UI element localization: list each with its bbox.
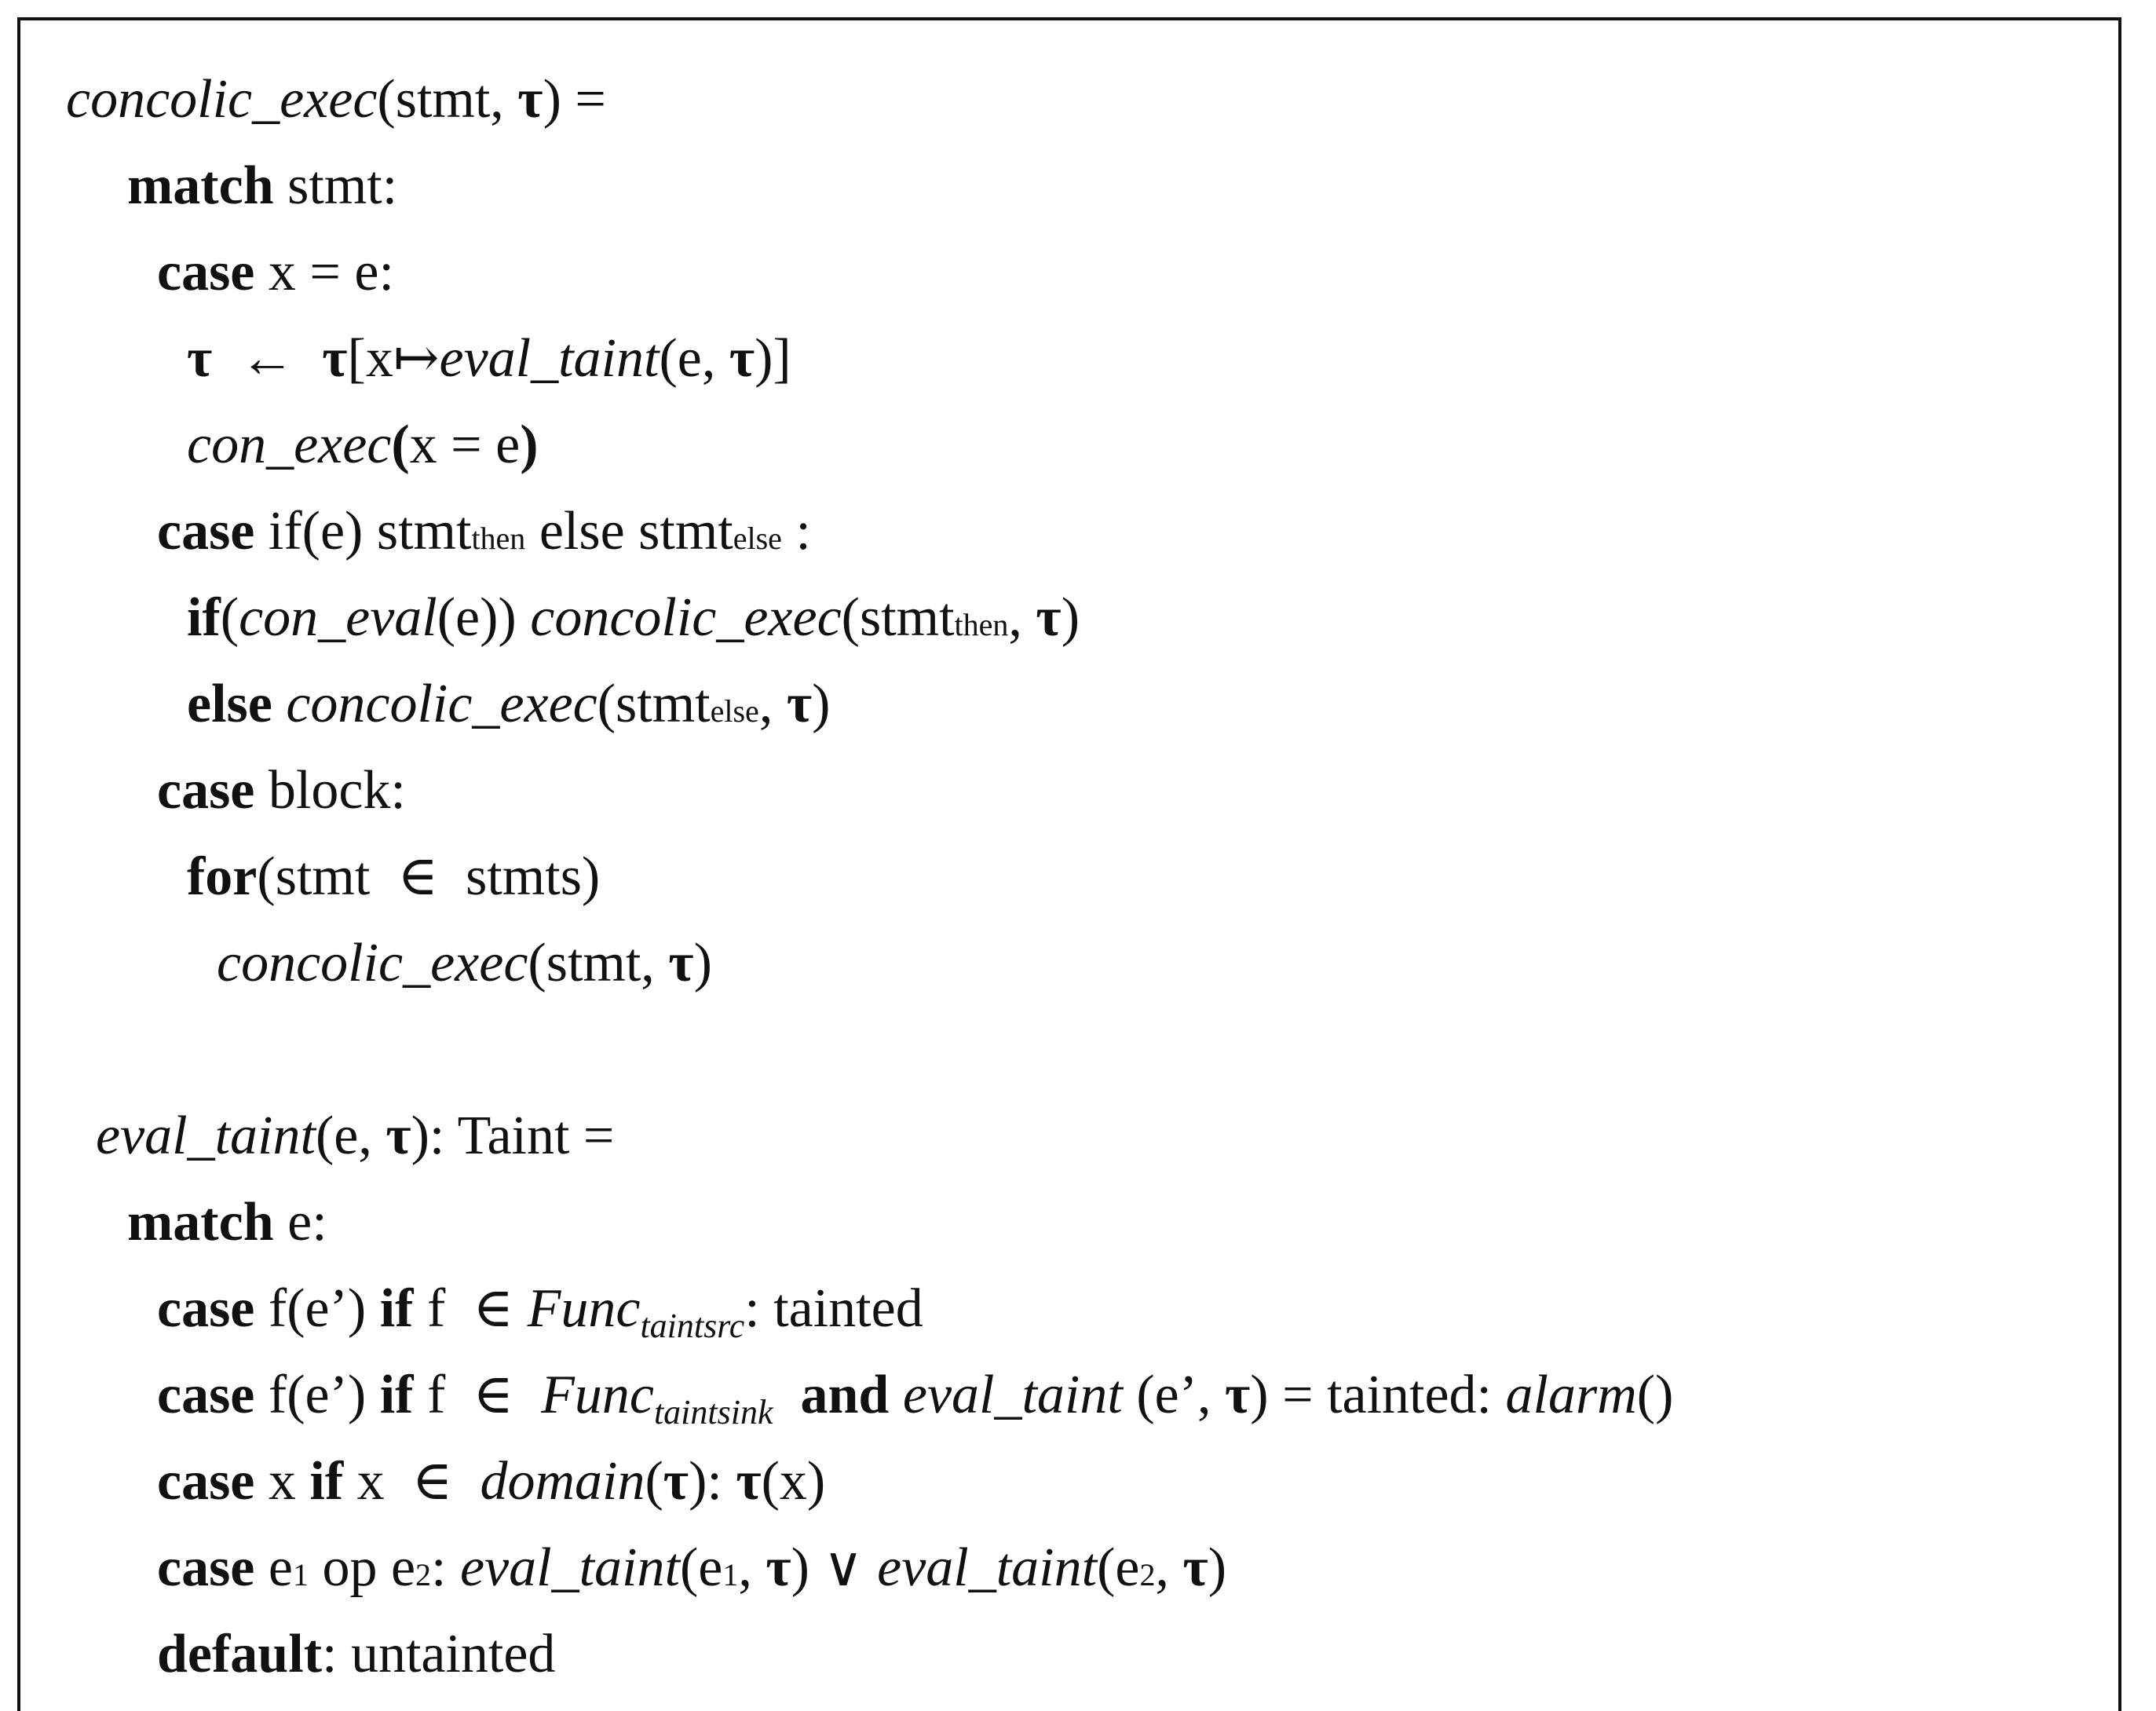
code-token: ): Taint = (411, 1106, 615, 1166)
code-token: (stmt (597, 674, 711, 734)
code-line (187, 846, 601, 907)
code-line (157, 1365, 1674, 1431)
code-token: and (800, 1365, 890, 1425)
code-token: eval_taint (439, 328, 660, 389)
code-token: ) (812, 674, 831, 734)
code-token: taintsink (653, 1393, 773, 1431)
code-token: else (710, 693, 759, 729)
code-token: x (254, 1451, 310, 1512)
code-token: domain (480, 1451, 645, 1512)
code-token: τ (786, 674, 813, 734)
code-token: 1 (292, 1557, 309, 1592)
code-line (187, 674, 831, 734)
code-token: (e (679, 1537, 723, 1598)
code-token: else (733, 521, 782, 556)
code-token: f ∈ (413, 1365, 542, 1425)
code-token: case (157, 242, 255, 302)
code-token: ) (520, 415, 539, 475)
code-token: ) = (543, 69, 606, 130)
code-token: con_eval (239, 587, 437, 648)
code-token: τ (668, 933, 694, 993)
code-token: 2 (1139, 1557, 1156, 1592)
code-token: ): (689, 1451, 736, 1512)
code-token: concolic_exec (217, 933, 528, 993)
code-token: ) = tainted: (1250, 1365, 1506, 1425)
code-token: (e)) (437, 587, 531, 648)
code-token: else (187, 674, 272, 734)
code-token: , (1155, 1537, 1183, 1598)
code-token: f(e’) (254, 1365, 380, 1425)
code-token: ( (391, 415, 410, 475)
code-token: Func (541, 1365, 654, 1425)
code-token: then (471, 521, 526, 556)
code-line (157, 501, 811, 561)
code-token: : (431, 1537, 460, 1598)
code-token: 2 (415, 1557, 432, 1592)
code-line (157, 1624, 556, 1684)
code-token: [x↦ (347, 328, 440, 389)
code-token: e (254, 1537, 293, 1598)
code-token: ) (1208, 1537, 1227, 1598)
code-line (127, 155, 398, 216)
code-token: , (1008, 587, 1036, 648)
code-token: if (379, 1278, 414, 1339)
code-token: case (157, 501, 255, 561)
code-token: if (379, 1365, 414, 1425)
code-line (187, 587, 1080, 648)
code-token: taintsrc (640, 1307, 745, 1345)
code-token: ( (645, 1451, 663, 1512)
code-token: then (954, 607, 1009, 642)
code-line (157, 760, 406, 821)
code-token: (stmt, (377, 69, 518, 130)
code-line (187, 328, 791, 389)
code-token: τ (386, 1106, 411, 1166)
code-token: eval_taint (96, 1106, 316, 1166)
code-line (217, 933, 712, 993)
code-token: block: (254, 760, 406, 821)
code-token: , (738, 1537, 766, 1598)
algorithm-box (17, 17, 2121, 1711)
code-token: τ (1225, 1365, 1251, 1425)
code-token: x ∈ (343, 1451, 481, 1512)
code-token: (e, (315, 1106, 386, 1166)
code-token: τ (766, 1537, 791, 1598)
code-token: match (127, 1192, 274, 1252)
code-token: case (157, 1537, 255, 1598)
code-token: x = e (409, 415, 521, 475)
code-token: (e, (659, 328, 729, 389)
code-line (127, 1192, 327, 1252)
code-token: if(e) stmt (254, 501, 472, 561)
code-token: op e (308, 1537, 416, 1598)
code-token: (e’, (1122, 1365, 1226, 1425)
code-token: τ (736, 1451, 762, 1512)
code-line (66, 69, 606, 130)
code-token: : (781, 501, 811, 561)
code-token: Func (527, 1278, 641, 1339)
code-token: case (157, 760, 255, 821)
code-token: f ∈ (413, 1278, 528, 1339)
code-token: : tainted (744, 1278, 923, 1339)
code-token: (e (1097, 1537, 1140, 1598)
code-token: τ (187, 328, 213, 389)
code-token: (stmt, (528, 933, 669, 993)
code-token: τ (663, 1451, 689, 1512)
code-line (157, 1451, 826, 1512)
code-token: (x) (761, 1451, 826, 1512)
code-token: 1 (722, 1557, 739, 1592)
code-token: con_exec (187, 415, 392, 475)
code-token: ) (1061, 587, 1080, 648)
code-token: τ (517, 69, 543, 130)
code-token: f(e’) (254, 1278, 380, 1339)
code-token: alarm (1505, 1365, 1637, 1425)
code-token: stmt: (273, 155, 398, 216)
code-token: τ (322, 328, 348, 389)
code-token: ) (693, 933, 712, 993)
code-token (889, 1365, 903, 1425)
code-token: concolic_exec (286, 674, 597, 734)
code-token: )] (755, 328, 791, 389)
code-token: if (187, 587, 221, 648)
code-token: eval_taint (877, 1537, 1098, 1598)
code-token: if (309, 1451, 344, 1512)
code-token: τ (1036, 587, 1062, 648)
code-token: for (187, 846, 258, 907)
code-token: case (157, 1451, 255, 1512)
code-token: ) ∨ (791, 1537, 878, 1598)
code-token: else stmt (525, 501, 733, 561)
code-token: (stmt ∈ stmts) (257, 846, 601, 907)
code-token: , (758, 674, 787, 734)
code-token: : untainted (322, 1624, 556, 1684)
code-line (157, 1278, 923, 1345)
code-line (157, 242, 394, 302)
code-line (157, 1537, 1227, 1598)
code-token: ( (220, 587, 239, 648)
code-token: case (157, 1365, 255, 1425)
code-token: () (1636, 1365, 1674, 1425)
code-token: ← (212, 328, 323, 389)
code-token (272, 674, 287, 734)
code-token: τ (1182, 1537, 1208, 1598)
code-token: default (157, 1624, 322, 1684)
code-token: concolic_exec (530, 587, 842, 648)
code-token: eval_taint (460, 1537, 680, 1598)
code-line (96, 1106, 615, 1166)
code-token: case (157, 1278, 255, 1339)
code-token: (stmt (841, 587, 955, 648)
code-token: e: (273, 1192, 327, 1252)
code-token: τ (729, 328, 755, 389)
code-line (187, 415, 539, 475)
code-token: match (127, 155, 274, 216)
code-token: concolic_exec (66, 69, 378, 130)
code-token (773, 1365, 801, 1425)
code-token: x = e: (254, 242, 394, 302)
code-token: eval_taint (902, 1365, 1123, 1425)
